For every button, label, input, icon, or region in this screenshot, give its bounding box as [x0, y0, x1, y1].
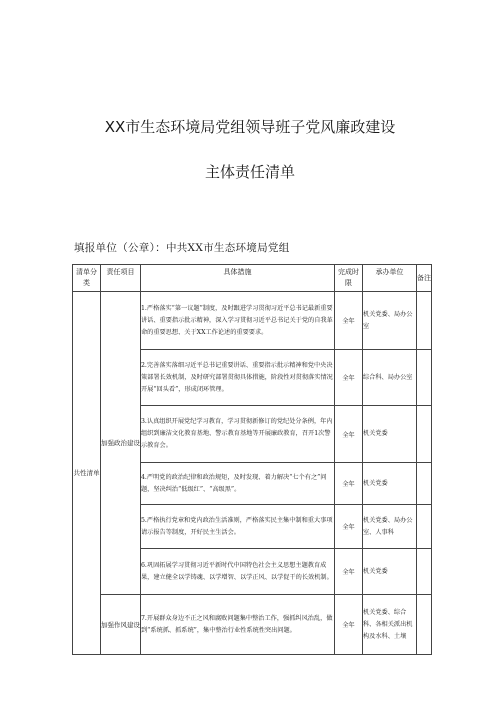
measure-cell: 4.严明党的政治纪律和政治规矩，及时发现、着力解决“七个有之”问题，坚决纠治“低级红”、“高级黑”。: [141, 463, 335, 505]
header-dept: 承办单位: [363, 265, 417, 292]
dept-cell: 机关党委: [363, 463, 417, 505]
note-cell: [417, 595, 432, 655]
header-time: 完成时限: [335, 265, 363, 292]
dept-cell: 机关党委、局办公室、人事科: [363, 505, 417, 549]
note-cell: [417, 406, 432, 463]
table-row: [73, 595, 432, 655]
document-title-line2: 主体责任清单: [204, 163, 295, 181]
note-cell: [417, 463, 432, 505]
note-cell: [417, 549, 432, 595]
responsibility-table: [72, 264, 432, 655]
document-title-line1: XX市生态环境局党组领导班子党风廉政建设: [104, 118, 396, 136]
table-header-row: [73, 265, 432, 292]
dept-cell: 机关党委: [363, 406, 417, 463]
time-cell: 全年: [335, 595, 363, 655]
time-cell: 全年: [335, 505, 363, 549]
time-cell: 全年: [335, 549, 363, 595]
measure-cell: 7.开展群众身边不正之风和腐败问题集中整治工作，强抓纠风治乱，做到“系统抓、抓系统”，集中整治行业性系统性突出问题。: [141, 595, 335, 655]
time-cell: 全年: [335, 406, 363, 463]
note-cell: [417, 505, 432, 549]
measure-cell: 1.严格落实“第一议题”制度，及时跟进学习贯彻习近平总书记最新重要讲话、重要指示批示精神，深入学习贯彻习近平总书记关于党的自我革命的重要思想、关于XX工作论述的重要要求。: [141, 292, 335, 350]
note-cell: [417, 292, 432, 350]
time-cell: 全年: [335, 463, 363, 505]
note-cell: [417, 350, 432, 406]
measure-cell: 6.巩固拓展学习贯彻习近平新时代中国特色社会主义思想主题教育成果，建立健全以学铸魂、以学增智、以学正风、以学促干的长效机制。: [141, 549, 335, 595]
time-cell: 全年: [335, 350, 363, 406]
header-measures: 具体措施: [141, 265, 335, 292]
dept-cell: 机关党委、综合科、各相关派出机构及水科、土壤: [363, 595, 417, 655]
category-cell: 共性清单: [73, 292, 101, 655]
measure-cell: 3.认真组织开展党纪学习教育，学习贯彻新修订的党纪处分条例，年内组织到廉洁文化教育基地、警示教育基地等开展廉政教育，召开1次警示教育会。: [141, 406, 335, 463]
time-cell: 全年: [335, 292, 363, 350]
dept-cell: 机关党委: [363, 549, 417, 595]
measure-cell: 2.完善落实落细习近平总书记重要讲话、重要指示批示精神和党中央决策部署长效机制，及时研究部署贯彻具体措施，阶段性对贯彻落实情况开展“回头看”，形成闭环管理。: [141, 350, 335, 406]
reporting-unit-label: 填报单位（公章）：中共XX市生态环境局党组: [74, 242, 290, 254]
item-political: 加强政治建设: [101, 292, 141, 595]
header-category: 清单分类: [73, 265, 101, 292]
measure-cell: 5.严格执行党章和党内政治生活准则，严格落实民主集中制和重大事项请示报告等制度，开好民主生活会。: [141, 505, 335, 549]
dept-cell: 机关党委、局办公室: [363, 292, 417, 350]
table-row: [73, 292, 432, 350]
header-item: 责任项目: [101, 265, 141, 292]
dept-cell: 综合科、局办公室: [363, 350, 417, 406]
item-style: 加强作风建设: [101, 595, 141, 655]
header-note: 备注: [417, 265, 432, 292]
